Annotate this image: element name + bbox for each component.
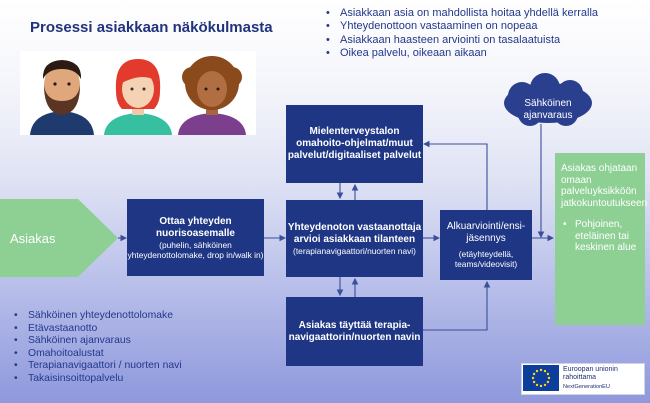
box-yhteydenoton-vastaanottaja [286,200,423,277]
box-title: Mielenterveystalon omahoito-ohjelmat/muut palvelut/digitaaliset palvelut [287,126,422,161]
list-item: • Pohjoinen, eteläinen tai keskinen alue [561,219,639,254]
box-title: Asiakas ohjataan omaan palveluyksikköön jatkokuntoutukseen [561,163,648,209]
box-mielenterveystalo [286,105,423,183]
box-subtitle: (puhelin, sähköinen yhteydenottolomake, drop in/walk in) [127,239,264,260]
connector-arrow [423,282,487,330]
list-item: • Asiakkaan haasteen arviointi on tasalaatuista [326,34,598,47]
list-item: • Oikea palvelu, oikeaan aikaan [326,47,598,60]
list-item: • Omahoitoalustat [14,348,182,361]
box-title: Asiakas täyttää terapia-navigaattorin/nuorten navin [288,319,421,343]
eu-nextgen-text: NextGenerationEU [563,384,610,390]
box-subtitle: (etäyhteydellä, teams/videovisit) [454,249,518,269]
box-ottaa-yhteyden [127,199,264,276]
box-title: Alkuarviointi/ensi-jäsennys [446,221,526,244]
list-item: • Terapianavigaattori / nuorten navi [14,360,182,373]
asiakas-label: Asiakas [10,231,56,246]
list-item: • Sähköinen yhteydenottolomake [14,310,182,323]
eu-flag-icon [523,365,559,391]
box-asiakas-tayttaa [286,297,423,366]
box-title: Yhteydenoton vastaanottaja arvioi asiakkaan tilanteen [287,221,422,245]
eu-funding-text: Euroopan unionin rahoittama [563,366,618,381]
list-item: • Yhteydenottoon vastaaminen on nopeaa [326,20,598,33]
box-subtitle: (terapianavigaattori/nuorten navi) [293,245,416,256]
list-item: • Etävastaanotto [14,323,182,336]
diagram-title: Prosessi asiakkaan näkökulmasta [30,19,273,36]
cloud-label: Sähköinen ajanvaraus [523,98,573,121]
list-item: • Takaisinsoittopalvelu [14,373,182,386]
list-item: • Sähköinen ajanvaraus [14,335,182,348]
channels-list [14,310,182,386]
box-jatkokuntoutus [555,153,648,325]
connector-arrow [424,144,487,210]
box-title: Ottaa yhteyden nuorisoasemalle [156,215,235,239]
box-alkuarviointi [440,210,532,280]
region-list [561,219,639,254]
list-item: • Asiakkaan asia on mahdollista hoitaa yhdellä kerralla [326,7,598,20]
